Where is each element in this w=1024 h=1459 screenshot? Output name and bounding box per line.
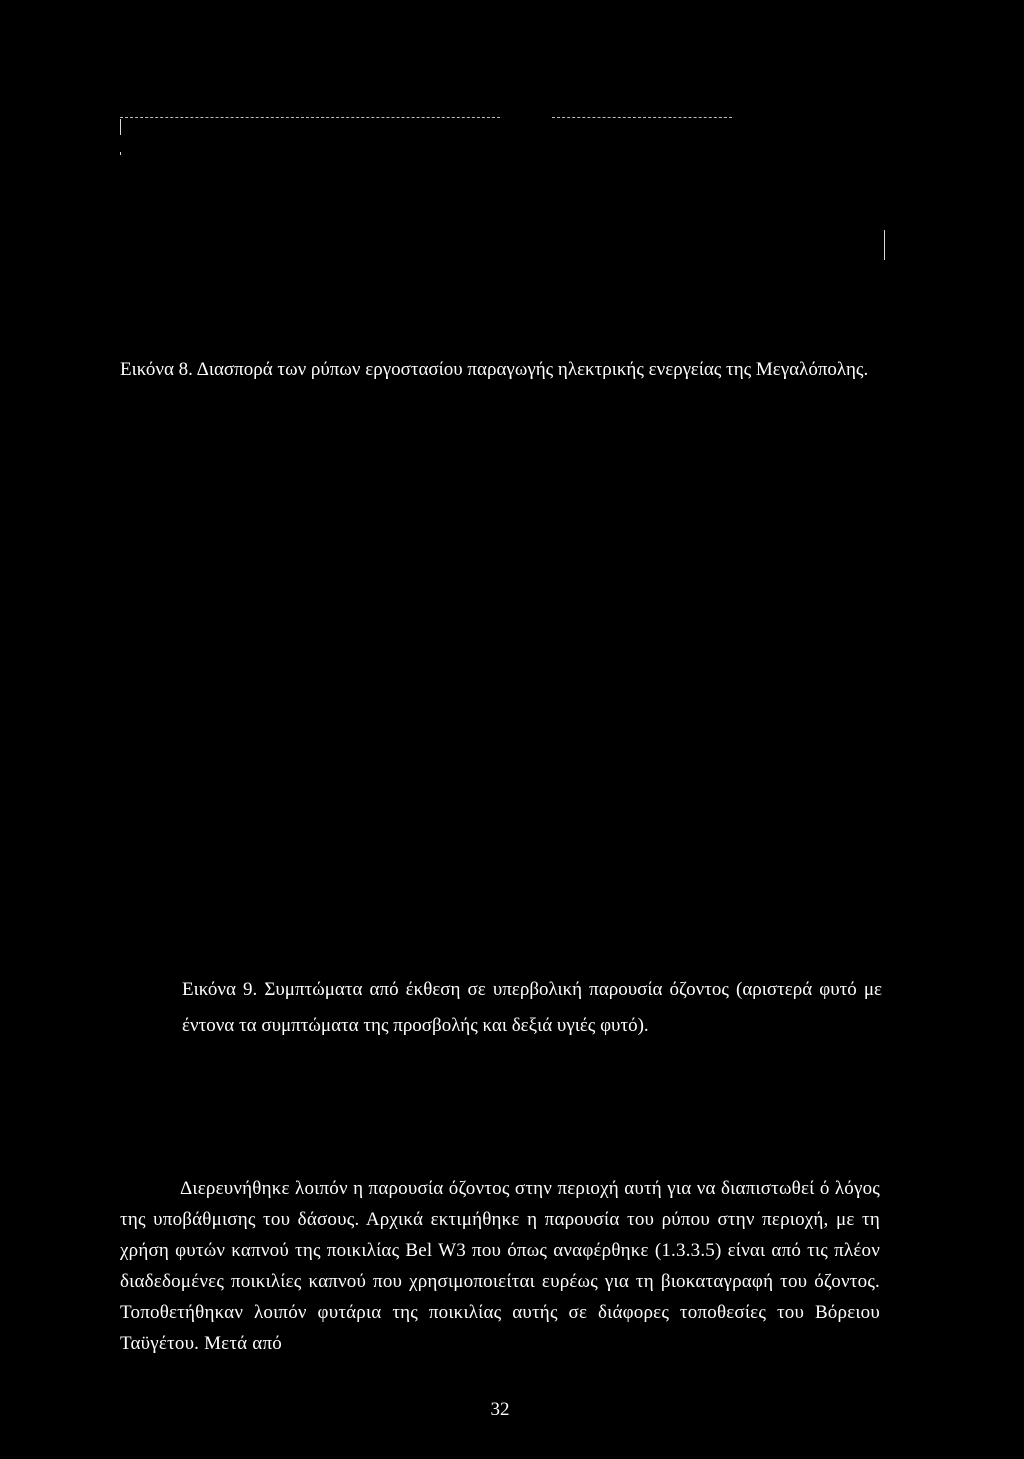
scan-artifact-rule-right — [552, 117, 732, 118]
figure-8-caption: Εικόνα 8. Διασπορά των ρύπων εργοστασίου παραγωγής ηλεκτρικής ενεργείας της Μεγαλόπολης. — [120, 359, 869, 380]
scan-artifact-dot-left — [120, 152, 121, 155]
scan-artifact-rule-left — [120, 117, 500, 118]
scan-artifact-tick-left — [120, 119, 121, 135]
figure-9-caption: Εικόνα 9. Συμπτώματα από έκθεση σε υπερβολική παρουσία όζοντος (αριστερά φυτό με έντονα τα συμπτώματα της προσβολής και δεξιά υγιές φυτό). — [182, 979, 882, 1036]
body-paragraph: Διερευνήθηκε λοιπόν η παρουσία όζοντος στην περιοχή αυτή για να διαπιστωθεί ό λόγος της υποβάθμισης του δάσους. Αρχικά εκτιμήθηκε η παρουσία του ρύπου στην περιοχή, με τη χρήση φυτών καπνού της ποικιλίας Bel W3 που όπως αναφέρθηκε (1.3.3.5) είναι από τις πλέον διαδεδομένες ποικιλίες καπνού που χρησιμοποιείται ευρέως για τη βιοκαταγραφή του όζοντος. Τοποθετήθηκαν λοιπόν φυτάρια της ποικιλίας αυτής σε διάφορες τοποθεσίες του Βόρειου Ταϋγέτου. Μετά από — [120, 1178, 880, 1354]
scan-artifact-tick-right — [884, 230, 885, 260]
page-number: 32 — [490, 1399, 510, 1420]
